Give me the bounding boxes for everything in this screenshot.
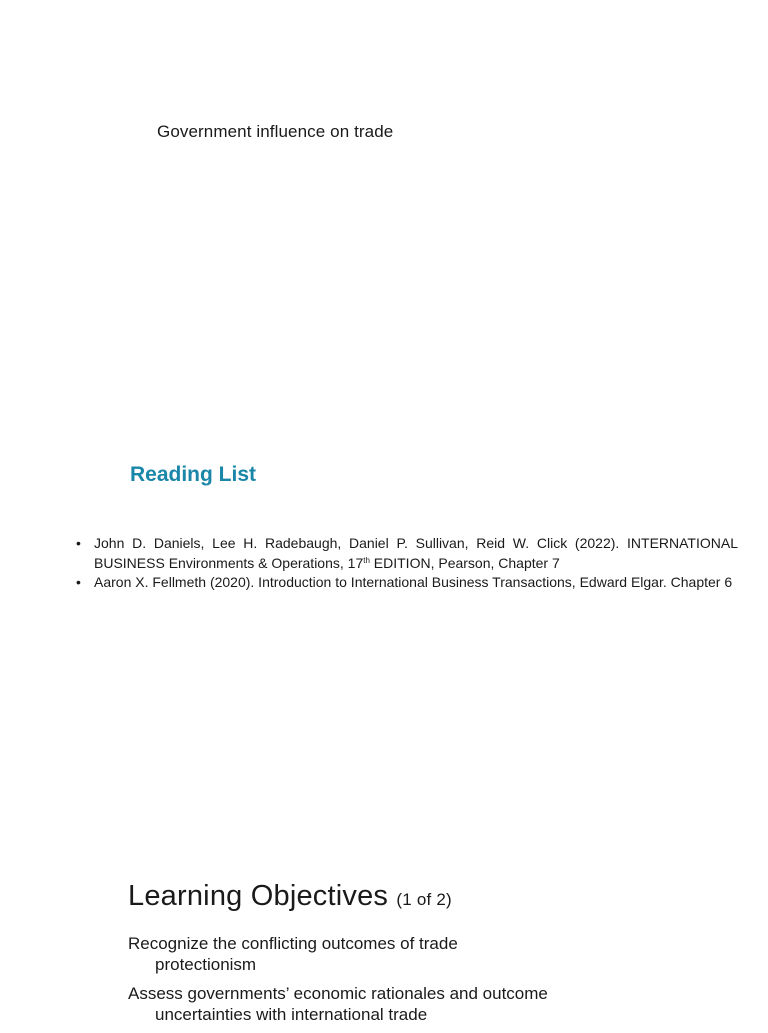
objective-item: Recognize the conflicting outcomes of trade protectionism xyxy=(128,934,458,974)
reading-list-item xyxy=(76,573,738,593)
reading-list-heading: Reading List xyxy=(130,463,257,486)
reading-item-text: John D. Daniels, Lee H. Radebaugh, Daniel P. Sullivan, Reid W. Click (2022). INTERNATIONAL BUSINESS Environments & Operations, 17 xyxy=(94,535,738,571)
objective-item: Assess governments’ economic rationales and outcome uncertainties with international trade xyxy=(128,984,548,1024)
page-title: Government influence on trade xyxy=(157,122,394,141)
ordinal-suffix: th xyxy=(363,555,370,565)
learning-objectives-title: Learning Objectives xyxy=(128,880,389,912)
learning-objectives-heading xyxy=(128,880,452,913)
reading-item-text-end: EDITION, Pearson, Chapter 7 xyxy=(369,554,560,571)
bullet-icon: • xyxy=(76,574,81,590)
learning-objectives-page-indicator: (1 of 2) xyxy=(396,890,452,909)
reading-list xyxy=(76,534,738,593)
reading-item-text: Aaron X. Fellmeth (2020). Introduction to International Business Transactions, Edward Elgar. Chapter 6 xyxy=(94,574,733,590)
reading-list-item xyxy=(76,534,738,573)
bullet-icon: • xyxy=(76,535,81,551)
learning-objectives-list xyxy=(128,933,558,1033)
